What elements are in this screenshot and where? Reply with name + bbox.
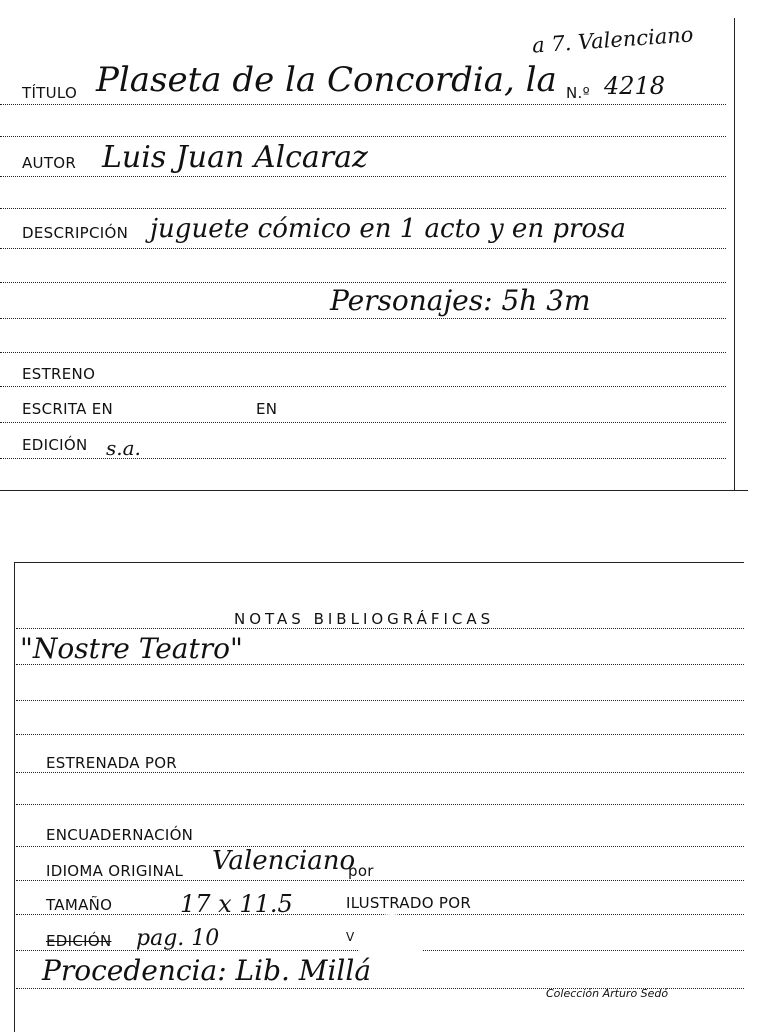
back-rule-3 <box>16 700 744 701</box>
estrenada-rule <box>16 772 744 773</box>
encuadernacion-rule <box>16 846 744 847</box>
tamano-label: TAMAÑO <box>46 896 113 914</box>
edicion-back-value: pag. 10 <box>136 926 220 951</box>
escrita-label: ESCRITA EN <box>22 400 114 418</box>
numero-label: N.º <box>566 84 590 102</box>
autor-rule <box>0 176 726 177</box>
notas-value: "Nostre Teatro" <box>20 632 243 665</box>
estreno-rule <box>0 386 726 387</box>
estreno-label: ESTRENO <box>22 365 96 383</box>
rule-6 <box>0 282 726 283</box>
rule-2 <box>0 136 726 137</box>
por-label: por <box>348 862 374 880</box>
escrita-rule <box>0 422 726 423</box>
idioma-value: Valenciano <box>212 846 356 876</box>
titulo-value: Plaseta de la Concordia, la <box>96 60 557 100</box>
v-mark: V <box>346 930 355 944</box>
back-rule-2 <box>16 664 744 665</box>
encuadernacion-label: ENCUADERNACIÓN <box>46 826 194 844</box>
rule-7 <box>0 318 726 319</box>
back-rule-6 <box>16 804 744 805</box>
descripcion-value-2: Personajes: 5h 3m <box>330 284 591 317</box>
notas-heading: NOTAS BIBLIOGRÁFICAS <box>234 610 495 628</box>
tamano-value: 17 x 11.5 <box>180 890 293 918</box>
estrenada-label: ESTRENADA POR <box>46 754 178 772</box>
catalog-card-front <box>0 0 759 500</box>
idioma-label: IDIOMA ORIGINAL <box>46 862 184 880</box>
card-back-left-border <box>14 562 15 1032</box>
back-rule-4 <box>16 734 744 735</box>
autor-label: AUTOR <box>22 154 77 172</box>
card-back-top-border <box>14 562 744 563</box>
edicion-rule <box>0 458 726 459</box>
ilustrado-label: ILUSTRADO POR <box>346 894 472 912</box>
rule-4 <box>0 208 726 209</box>
catalog-card-back <box>0 540 759 1028</box>
notas-rule <box>16 628 744 629</box>
edicion-back-label: EDICIÓN <box>46 932 112 950</box>
card-front-bottom-border <box>0 490 748 491</box>
procedencia-value: Procedencia: Lib. Millá <box>42 954 372 987</box>
titulo-rule <box>0 104 726 105</box>
descripcion-label: DESCRIPCIÓN <box>22 224 129 242</box>
card-front-right-border <box>734 18 735 490</box>
idioma-rule <box>16 880 744 881</box>
en-label: EN <box>256 400 278 418</box>
descripcion-rule <box>0 248 726 249</box>
descripcion-value: juguete cómico en 1 acto y en prosa <box>150 214 626 244</box>
numero-value: 4218 <box>604 72 666 100</box>
autor-value: Luis Juan Alcaraz <box>102 140 368 175</box>
rule-8 <box>0 352 726 353</box>
edicion-value: s.a. <box>106 436 141 460</box>
titulo-label: TÍTULO <box>22 84 78 102</box>
collection-label: Colección Arturo Sedó <box>546 987 669 1000</box>
top-note: a 7. Valenciano <box>531 22 695 58</box>
edicion-label: EDICIÓN <box>22 436 88 454</box>
